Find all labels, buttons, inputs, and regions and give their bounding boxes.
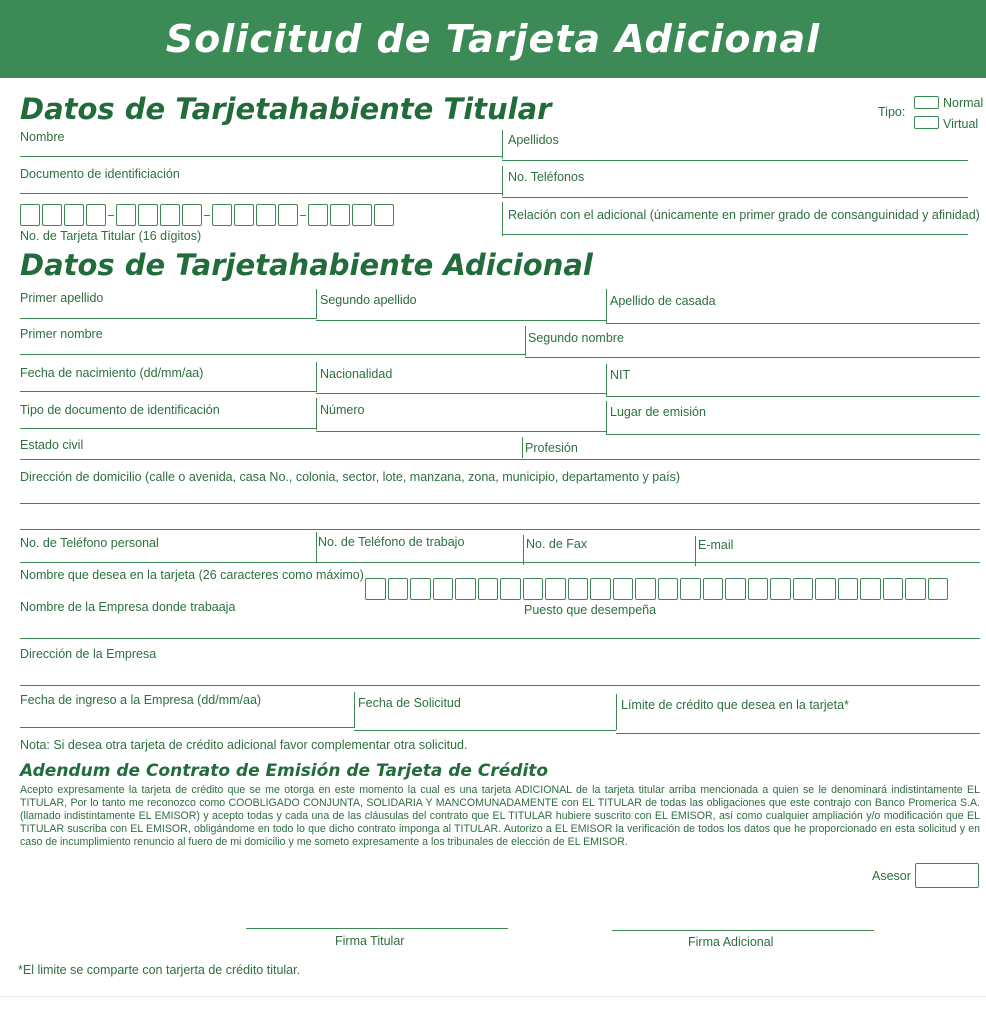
documento-label: Documento de identificiación [20, 167, 180, 181]
tipo-normal-label: Normal [943, 96, 984, 110]
apellido-casada-field[interactable] [606, 323, 980, 324]
limite-credito-label: Límite de crédito que desea en la tarjeta* [621, 698, 849, 712]
primer-nombre-field[interactable] [20, 354, 525, 355]
card-digit-box[interactable] [138, 204, 158, 226]
form-title: Solicitud de Tarjeta Adicional [165, 17, 821, 61]
name-char-box[interactable] [793, 578, 814, 600]
card-digit-separator [108, 215, 114, 216]
profesion-label: Profesión [525, 441, 578, 455]
name-char-box[interactable] [635, 578, 656, 600]
relacion-label: Relación con el adicional (únicamente en primer grado de consanguinidad y afinidad) [508, 208, 980, 222]
direccion-domicilio-field-2[interactable] [20, 529, 980, 530]
firma-titular-label: Firma Titular [335, 934, 405, 948]
card-digit-box[interactable] [234, 204, 254, 226]
name-char-box[interactable] [838, 578, 859, 600]
card-digit-box[interactable] [86, 204, 106, 226]
tipo-label: Tipo: [878, 105, 906, 119]
tipo-virtual-checkbox[interactable] [914, 116, 939, 129]
telefonos-field[interactable] [502, 197, 968, 198]
name-char-box[interactable] [748, 578, 769, 600]
fecha-solicitud-label: Fecha de Solicitud [358, 696, 461, 710]
telefonos-fields[interactable] [20, 562, 980, 563]
numero-field[interactable] [316, 431, 606, 432]
primer-apellido-field[interactable] [20, 318, 316, 319]
nit-label: NIT [610, 368, 631, 382]
puesto-label: Puesto que desempeña [524, 603, 657, 617]
empresa-puesto-field[interactable] [20, 638, 980, 639]
firma-titular-line[interactable] [246, 928, 508, 929]
lugar-emision-field[interactable] [606, 434, 980, 435]
name-char-box[interactable] [680, 578, 701, 600]
adicional-section-title: Datos de Tarjetahabiente Adicional [20, 248, 593, 282]
name-char-box[interactable] [883, 578, 904, 600]
name-char-box[interactable] [455, 578, 476, 600]
name-char-box[interactable] [658, 578, 679, 600]
name-char-box[interactable] [590, 578, 611, 600]
telefonos-label: No. Teléfonos [508, 170, 585, 184]
card-digit-box[interactable] [42, 204, 62, 226]
card-digit-separator [204, 215, 210, 216]
name-char-box[interactable] [928, 578, 949, 600]
segundo-apellido-label: Segundo apellido [320, 293, 417, 307]
name-char-box[interactable] [410, 578, 431, 600]
lugar-emision-label: Lugar de emisión [610, 405, 706, 419]
name-char-box[interactable] [703, 578, 724, 600]
bottom-divider [0, 996, 986, 997]
fax-label: No. de Fax [526, 537, 588, 551]
segundo-nombre-field[interactable] [525, 357, 980, 358]
card-digit-box[interactable] [160, 204, 180, 226]
fecha-solicitud-field[interactable] [354, 730, 616, 731]
direccion-domicilio-label: Dirección de domicilio (calle o avenida, casa No., colonia, sector, lote, manzana, zona, municipio, departamento y país) [20, 470, 681, 484]
numero-label: Número [320, 403, 365, 417]
tel-personal-label: No. de Teléfono personal [20, 536, 159, 550]
name-char-box[interactable] [815, 578, 836, 600]
name-char-box[interactable] [905, 578, 926, 600]
apellidos-label: Apellidos [508, 133, 559, 147]
fecha-ingreso-field[interactable] [20, 727, 354, 728]
nombre-tarjeta-label: Nombre que desea en la tarjeta (26 caracteres como máximo) [20, 568, 364, 582]
nombre-tarjeta-boxes[interactable] [365, 578, 950, 600]
direccion-empresa-label: Dirección de la Empresa [20, 647, 157, 661]
apellido-casada-label: Apellido de casada [610, 294, 716, 308]
asesor-box[interactable] [915, 863, 979, 888]
estado-civil-profesion-field[interactable] [20, 459, 980, 460]
name-char-box[interactable] [568, 578, 589, 600]
card-digit-box[interactable] [182, 204, 202, 226]
relacion-field[interactable] [502, 234, 968, 235]
titular-section-title: Datos de Tarjetahabiente Titular [20, 92, 552, 126]
direccion-domicilio-field-1[interactable] [20, 503, 980, 504]
adendum-text: Acepto expresamente la tarjeta de crédito que se me otorga en este momento la cual es una tarjeta ADICIONAL de la tarjeta titular arriba mencionada a quien se le denominará indistintamente EL TITULAR, Por lo tanto me reconozco como COOBLIGADO CONJUNTA, SOLIDARIA Y MANCOMUNADAMENTE con EL TITULAR de todas las obligaciones que este contrajo con Banco Promerica S.A. (llamado indistintamente EL EMISOR) y acepto todas y cada una de las cláusulas del contrato que EL TITULAR hubiere suscrito con EL EMISOR, así como cualquier ampliación y/o modificación que EL TITULAR suscriba con EL EMISOR, obligándome en todo lo que dicho contrato imponga al TITULAR. Autorizo a EL EMISOR la verificación de todos los datos que he proporcionado en esta solicitud y en caso de incumplimiento renuncio al fuero de mi domicilio y me someto expresamente a los tribunales de elección de EL EMISOR. [20, 784, 980, 848]
fecha-nacimiento-label: Fecha de nacimiento (dd/mm/aa) [20, 366, 204, 380]
name-char-box[interactable] [365, 578, 386, 600]
nota-text: Nota: Si desea otra tarjeta de crédito adicional favor complementar otra solicitud. [20, 738, 468, 752]
name-char-box[interactable] [433, 578, 454, 600]
tel-trabajo-label: No. de Teléfono de trabajo [318, 535, 465, 549]
apellidos-field[interactable] [502, 160, 968, 161]
name-char-box[interactable] [388, 578, 409, 600]
firma-adicional-line[interactable] [612, 930, 874, 931]
tipo-documento-label: Tipo de documento de identificación [20, 403, 220, 417]
empresa-label: Nombre de la Empresa donde trabaaja [20, 600, 236, 614]
name-char-box[interactable] [613, 578, 634, 600]
firma-adicional-label: Firma Adicional [688, 935, 774, 949]
nombre-field[interactable] [20, 156, 502, 157]
segundo-nombre-label: Segundo nombre [528, 331, 624, 345]
fecha-ingreso-label: Fecha de ingreso a la Empresa (dd/mm/aa) [20, 693, 262, 707]
card-digit-box[interactable] [20, 204, 40, 226]
card-digit-box[interactable] [64, 204, 84, 226]
name-char-box[interactable] [478, 578, 499, 600]
fecha-nacimiento-field[interactable] [20, 391, 316, 392]
email-label: E-mail [698, 538, 734, 552]
limite-credito-field[interactable] [616, 733, 980, 734]
estado-civil-label: Estado civil [20, 438, 84, 452]
card-digit-box[interactable] [330, 204, 350, 226]
name-char-box[interactable] [545, 578, 566, 600]
card-digit-box[interactable] [116, 204, 136, 226]
name-char-box[interactable] [725, 578, 746, 600]
nacionalidad-field[interactable] [316, 393, 606, 394]
card-digit-box[interactable] [308, 204, 328, 226]
card-digit-box[interactable] [352, 204, 372, 226]
primer-apellido-label: Primer apellido [20, 291, 104, 305]
direccion-empresa-field[interactable] [20, 685, 980, 686]
nombre-label: Nombre [20, 130, 65, 144]
card-digit-box[interactable] [256, 204, 276, 226]
tipo-normal-checkbox[interactable] [914, 96, 939, 109]
name-char-box[interactable] [500, 578, 521, 600]
card-digit-box[interactable] [374, 204, 394, 226]
nit-field[interactable] [606, 396, 980, 397]
card-digit-box[interactable] [212, 204, 232, 226]
form-header [0, 0, 986, 78]
documento-field[interactable] [20, 193, 502, 194]
card-number-boxes[interactable] [20, 204, 400, 226]
tipo-documento-field[interactable] [20, 428, 316, 429]
card-digit-box[interactable] [278, 204, 298, 226]
adendum-title: Adendum de Contrato de Emisión de Tarjeta de Crédito [20, 761, 549, 781]
asesor-label: Asesor [872, 869, 911, 883]
nacionalidad-label: Nacionalidad [320, 367, 393, 381]
card-number-label: No. de Tarjeta Titular (16 dígitos) [20, 229, 202, 243]
primer-nombre-label: Primer nombre [20, 327, 103, 341]
tipo-virtual-label: Virtual [943, 117, 979, 131]
segundo-apellido-field[interactable] [316, 320, 606, 321]
name-char-box[interactable] [770, 578, 791, 600]
name-char-box[interactable] [523, 578, 544, 600]
name-char-box[interactable] [860, 578, 881, 600]
card-digit-separator [300, 215, 306, 216]
footnote: *El limite se comparte con tarjerta de crédito titular. [18, 963, 301, 977]
